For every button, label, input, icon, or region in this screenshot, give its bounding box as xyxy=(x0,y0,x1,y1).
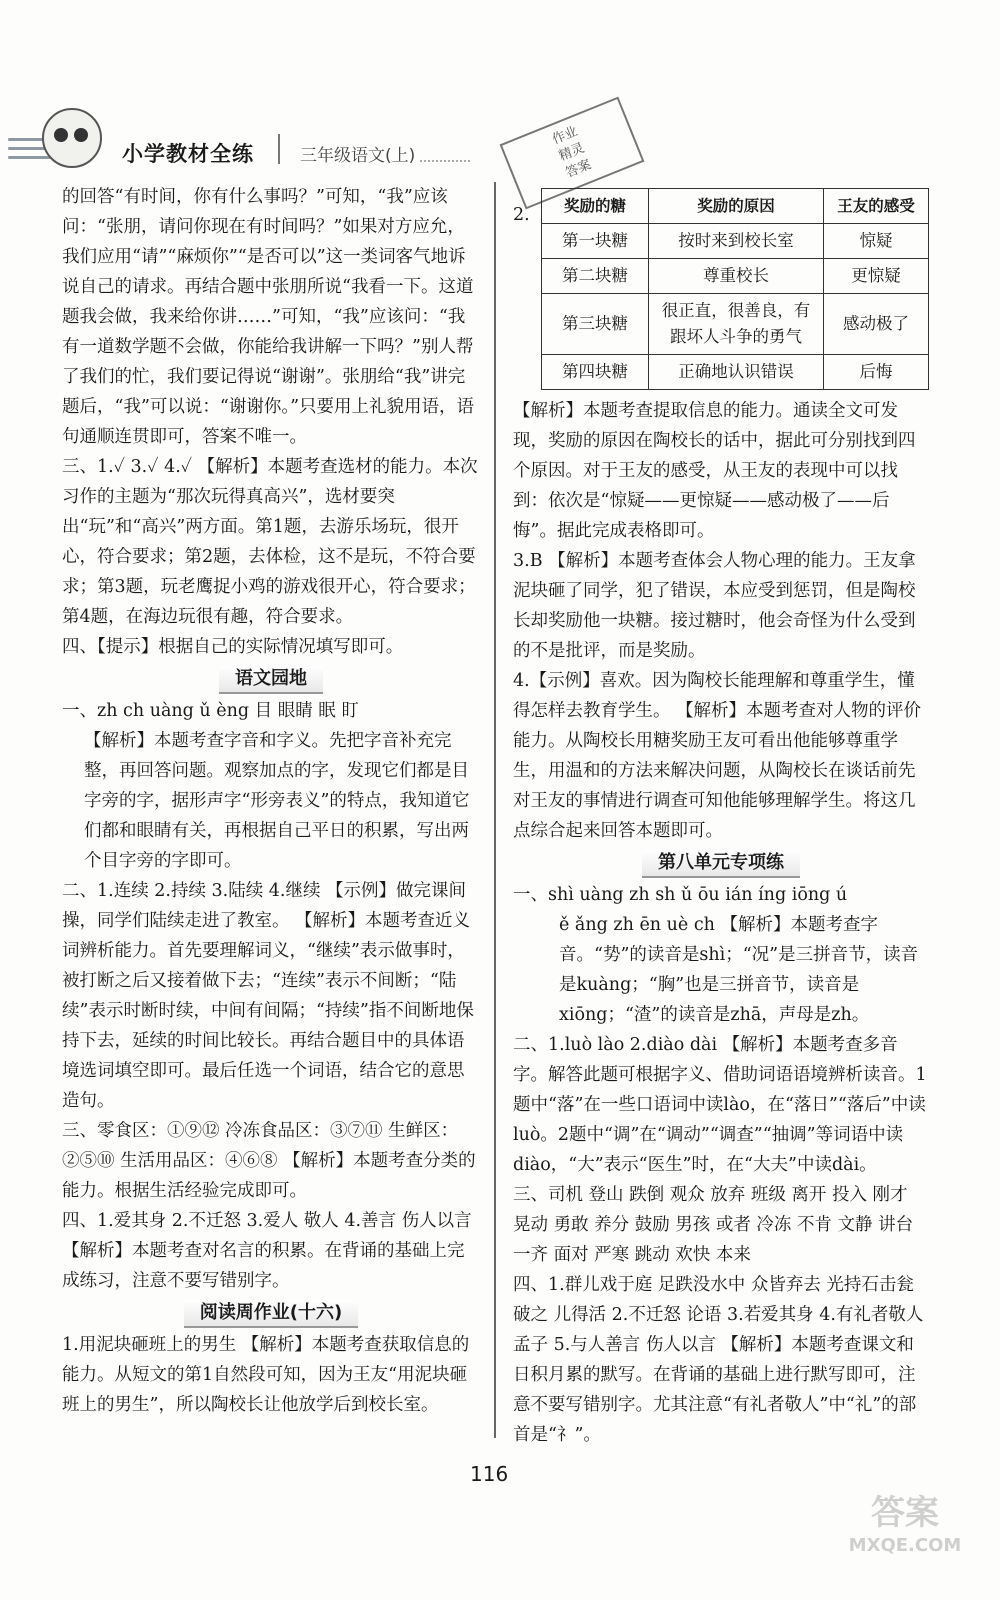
answer-paragraph: 二、1.连续 2.持续 3.陆续 4.继续 【示例】做完课间操，同学们陆续走进了教室。 【解析】本题考查近义词辨析能力。首先要理解词义，“继续”表示做事时，被打断之后又接着做下去；“连续”表示不间断；“陆续”表示时断时续，中间有间隔；“持续”指不间断地保持下去，延续的时间比较长。再结合题目中的具体语境选词填空即可。最后任选一个词语，结合它的意思造句。 xyxy=(62,881,474,1111)
answer-paragraph: 一、shì uàng zh sh ǔ ōu ián íng iōng ú xyxy=(513,885,848,905)
book-subtitle: 三年级语文(上) xyxy=(300,146,416,166)
section-title: 语文园地 xyxy=(219,666,323,694)
table-cell: 第二块糖 xyxy=(542,259,649,294)
table-header: 奖励的糖 xyxy=(542,189,649,224)
table-cell: 第四块糖 xyxy=(542,355,649,390)
answer-paragraph: 二、1.luò lào 2.diào dài 【解析】本题考查多音字。解答此题可根据字义、借助词语语境辨析读音。1题中“落”在一些口语词中读lào，在“落日”“落后”中读luò。2题中“调”在“调动”“调查”“抽调”等词语中读diào，“大”表示“医生”时，在“大夫”中读dài。 xyxy=(513,1035,927,1175)
answer-paragraph: 1.用泥块砸班上的男生 【解析】本题考查获取信息的能力。从短文的第1自然段可知，因为王友“用泥块砸班上的男生”，所以陶校长让他放学后到校长室。 xyxy=(62,1335,470,1415)
section-title: 阅读周作业(十六) xyxy=(184,1300,358,1328)
table-row xyxy=(542,294,929,355)
table-row xyxy=(542,355,929,390)
book-title: 小学教材全练 xyxy=(122,142,254,166)
page-header xyxy=(0,0,1000,180)
answer-paragraph: 四、1.爱其身 2.不迁怒 3.爱人 敬人 4.善言 伤人以言 【解析】本题考查对名言的积累。在背诵的基础上完成练习，注意不要写错别字。 xyxy=(62,1211,472,1291)
answer-paragraph: 四、【提示】根据自己的实际情况填写即可。 xyxy=(62,637,404,657)
answer-paragraph: 一、zh ch uàng ǔ èng 目 眼睛 眠 盯 xyxy=(62,701,359,721)
answer-paragraph: 4.【示例】喜欢。因为陶校长能理解和尊重学生，懂得怎样去教育学生。 【解析】本题考查对人物的评价能力。从陶校长用糖奖励王友可看出他能够尊重学生，用温和的方法来解决问题，从陶校长在谈话前先对王友的事情进行调查可知他能够理解学生。将这几点综合起来回答本题即可。 xyxy=(513,671,922,841)
table-cell: 更惊疑 xyxy=(824,259,929,294)
table-cell: 感动极了 xyxy=(824,294,929,355)
right-column xyxy=(513,182,929,1450)
question-number: 2. xyxy=(513,205,530,225)
candy-table xyxy=(541,188,929,390)
answer-paragraph: 三、零食区：①⑨⑫ 冷冻食品区：③⑦⑪ 生鲜区：②⑤⑩ 生活用品区：④⑥⑧ 【解析】本题考查分类的能力。根据生活经验完成即可。 xyxy=(62,1121,476,1201)
table-cell: 正确地认识错误 xyxy=(649,355,824,390)
section-heading xyxy=(513,848,929,878)
table-cell: 惊疑 xyxy=(824,224,929,259)
right-column-text xyxy=(513,396,929,1450)
table-header: 王友的感受 xyxy=(824,189,929,224)
table-row xyxy=(542,259,929,294)
page-number: 116 xyxy=(470,1462,509,1486)
section-heading xyxy=(62,664,480,694)
decorative-wave xyxy=(420,150,470,162)
section-heading xyxy=(62,1298,480,1328)
watermark-logo: 答案 MXQE.COM xyxy=(848,1493,962,1556)
left-column xyxy=(62,182,480,1420)
column-divider xyxy=(494,182,496,1438)
answer-paragraph: 四、1.群儿戏于庭 足跌没水中 众皆弃去 光持石击瓮破之 儿得活 2.不迁怒 论语 3.若爱其身 4.有礼者敬人 孟子 5.与人善言 伤人以言 【解析】本题考查课文和日积月累的默写。在背诵的基础上进行默写即可，注意不要写错别字。尤其注意“有礼者敬人”中“礼”的部首是“礻”。 xyxy=(513,1275,924,1445)
table-cell: 后悔 xyxy=(824,355,929,390)
answer-paragraph: ě ǎng zh ēn uè ch 【解析】本题考查字音。“势”的读音是shì；“况”是三拼音节，读音是kuàng；“胸”也是三拼音节，读音是xiōng；“渣”的读音是zhā，声母是zh。 xyxy=(559,915,919,1025)
answer-paragraph: 的回答“有时间，你有什么事吗？”可知，“我”应该问：“张朋，请问你现在有时间吗？”如果对方应允，我们应用“请”“麻烦你”“是否可以”这一类词客气地诉说自己的请求。再结合题中张朋所说“我看一下。这道题我会做，我来给你讲……”可知，“我”应该问：“我有一道数学题不会做，你能给我讲解一下吗？”别人帮了我们的忙，我们要记得说“谢谢”。张朋给“我”讲完题后，“我”可以说：“谢谢你。”只要用上礼貌用语，语句通顺连贯即可，答案不唯一。 xyxy=(62,187,475,447)
table-cell: 按时来到校长室 xyxy=(649,224,824,259)
table-row xyxy=(542,224,929,259)
table-cell: 很正直，很善良，有跟坏人斗争的勇气 xyxy=(649,294,824,355)
answer-paragraph: 三、司机 登山 跌倒 观众 放弃 班级 离开 投入 刚才 晃动 勇敢 养分 鼓励 男孩 或者 冷冻 不肯 文静 讲台 一齐 面对 严寒 跳动 欢快 本来 xyxy=(513,1185,914,1265)
answer-paragraph: 【解析】本题考查字音和字义。先把字音补充完整，再回答问题。观察加点的字，发现它们都是目字旁的字，据形声字“形旁表义”的特点，我知道它们都和眼睛有关，再根据自己平日的积累，写出两个目字旁的字即可。 xyxy=(84,731,470,871)
table-cell: 尊重校长 xyxy=(649,259,824,294)
answer-paragraph: 【解析】本题考查提取信息的能力。通读全文可发现，奖励的原因在陶校长的话中，据此可分别找到四个原因。对于王友的感受，从王友的表现中可以找到：依次是“惊疑——更惊疑——感动极了——后悔”。据此完成表格即可。 xyxy=(513,401,916,541)
table-header: 奖励的原因 xyxy=(649,189,824,224)
answer-paragraph: 3.B 【解析】本题考查体会人物心理的能力。王友拿泥块砸了同学，犯了错误，本应受到惩罚，但是陶校长却奖励他一块糖。接过糖时，他会奇怪为什么受到的不是批评，而是奖励。 xyxy=(513,551,916,661)
title-divider xyxy=(278,134,280,164)
answer-paragraph: 三、1.✓ 3.✓ 4.✓ 【解析】本题考查选材的能力。本次习作的主题为“那次玩得真高兴”，选材要突出“玩”和“高兴”两方面。第1题，去游乐场玩，很开心，符合要求；第2题，去体检，这不是玩，不符合要求；第3题，玩老鹰捉小鸡的游戏很开心，符合要求；第4题，在海边玩很有趣，符合要求。 xyxy=(62,457,478,627)
panda-mascot-icon xyxy=(42,108,102,168)
table-header-row xyxy=(542,189,929,224)
table-cell: 第一块糖 xyxy=(542,224,649,259)
watermark-stamp: 作业 精灵 答案 xyxy=(500,97,645,210)
table-cell: 第三块糖 xyxy=(542,294,649,355)
section-title: 第八单元专项练 xyxy=(642,850,800,878)
